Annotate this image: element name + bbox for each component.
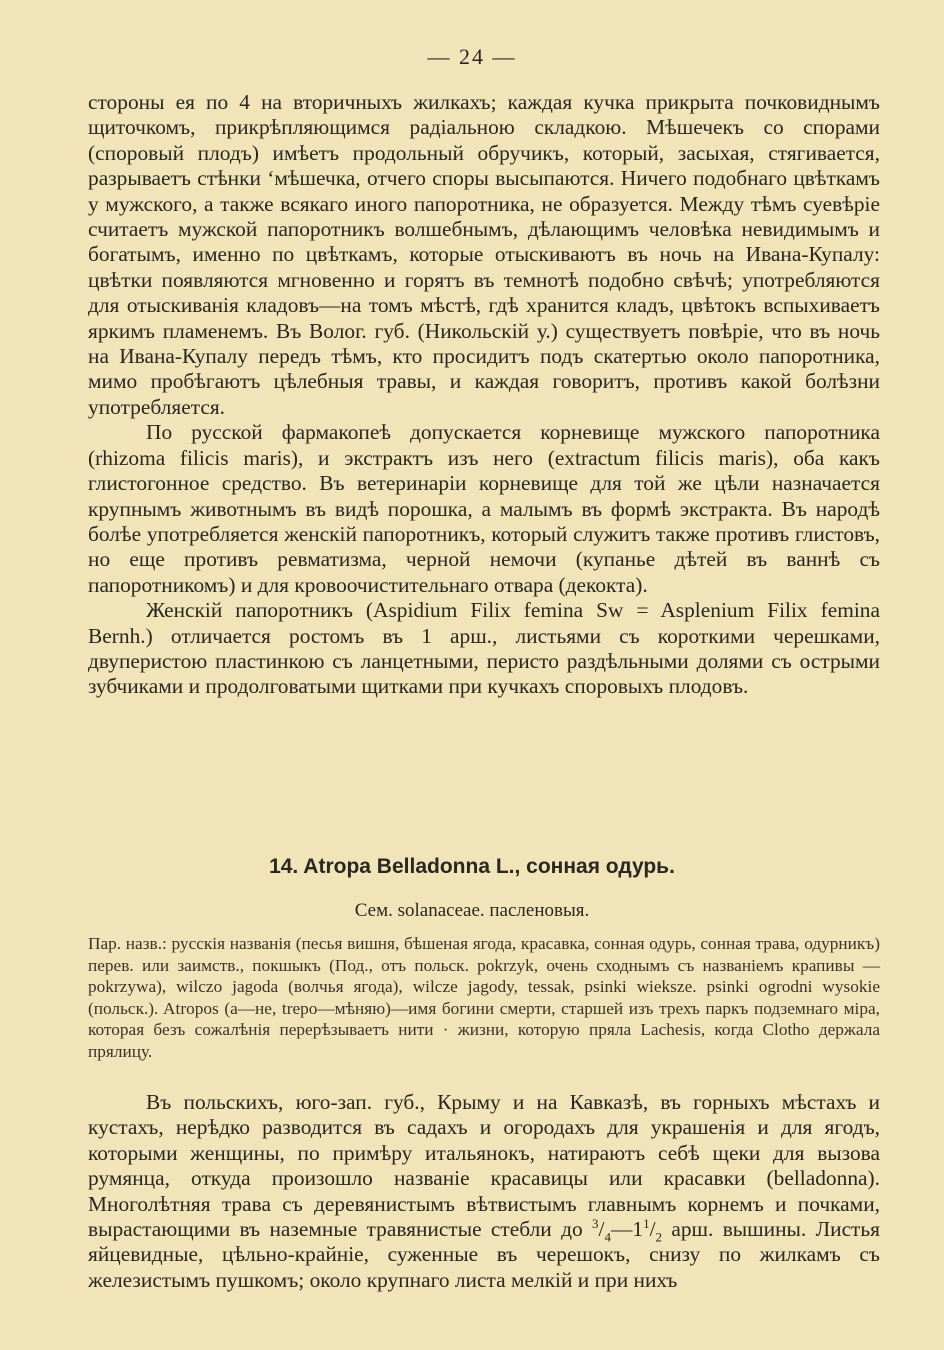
paragraph-pharmacopoeia: По русской фармакопеѣ допускается корневище мужского папоротника (rhizoma filicis maris), и экстрактъ изъ него (extractum filicis maris), оба какъ глистогонное средство. Въ ветеринарiи корневище для той же цѣли назначается крупнымъ животнымъ въ видѣ порошка, а малымъ въ формѣ экстракта. Въ народѣ болѣе употребляется женскiй папоротникъ, который служитъ также противъ глистовъ, но еще противъ ревматизма, черной немочи (купанье дѣтей въ ваннѣ съ папоротникомъ) и для кровоочистительнаго отвара (декокта). <box>88 420 880 597</box>
body-text-top <box>88 90 880 700</box>
range-dash: —1 <box>610 1217 644 1242</box>
family-subheading: Сем. solanaceae. пасленовыя. <box>354 900 590 921</box>
description-text-start: Въ польскихъ, юго-зап. губ., Крыму и на Кавказѣ, въ горныхъ мѣстахъ и кустахъ, нерѣдко разводится въ садахъ и огородахъ для украшенiя и для ягодъ, которыми женщины, по примѣру итальянокъ, натираютъ себѣ щеки для вызова румянца, откуда произошло названiе красавицы или красавки (belladonna). Многолѣтняя трава съ деревянистымъ вѣтвистымъ главнымъ корнемъ и почками, вырастающими въ наземные травянистые стебли до <box>88 1090 880 1242</box>
fraction-numerator: 3 <box>592 1215 599 1231</box>
fraction2-denominator: 2 <box>655 1229 663 1245</box>
paragraph-fern-folklore: стороны ея по 4 на вторичныхъ жилкахъ; каждая кучка прикрыта почковиднымъ щиточкомъ, прикрѣпляющимся радiальною складкою. Мѣшечекъ со спорами (споровый плодъ) имѣетъ продольный обручикъ, который, засыхая, стягивается, разрываетъ стѣнки ‘мѣшечка, отчего споры высыпаются. Ничего подобнаго цвѣткамъ у мужского, а также всякаго иного папоротника, не образуется. Между тѣмъ суевѣрiе считаетъ мужской папоротникъ волшебнымъ, дѣлающимъ человѣка невидимымъ и богатымъ, именно по цвѣткамъ, которые отыскиваютъ въ ночь на Ивана-Купалу: цвѣтки появляются мгновенно и горятъ въ темнотѣ подобно свѣчѣ; употребляются для отыскиванiя кладовъ—на томъ мѣстѣ, гдѣ хранится кладъ, цвѣтокъ вспыхиваетъ яркимъ пламенемъ. Въ Волог. губ. (Никольскiй у.) существуетъ повѣрiе, что въ ночь на Ивана-Купалу передъ тѣмъ, кто просидитъ подъ скатертью около папоротника, мимо пробѣгаютъ цѣлебныя травы, и каждая говоритъ, противъ какой болѣзни употребляется. <box>88 90 880 419</box>
section-heading: 14. Atropa Belladonna L., сонная одурь. <box>269 855 675 878</box>
description-text-end: арш. вышины. Листья яйцевидные, цѣльно-крайнiе, суженные въ черешокъ, снизу по жилкамъ съ железистымъ пушкомъ; около крупнаго листа мелкiй и при нихъ <box>88 1217 880 1292</box>
paragraph-lady-fern: Женскiй папоротникъ (Aspidium Filix femina Sw = Asplenium Filix femina Bernh.) отличается ростомъ въ 1 арш., листьями съ короткими черешками, двуперистою пластинкою съ ланцетными, перисто раздѣльными долями съ острыми зубчиками и продолговатыми щитками при кучкахъ споровыхъ плодовъ. <box>88 598 880 699</box>
page-number: — 24 — <box>427 44 517 69</box>
fraction2-numerator: 1 <box>643 1215 650 1231</box>
body-text-bottom <box>88 1090 880 1293</box>
paragraph-belladonna-description: Въ польскихъ, юго-зап. губ., Крыму и на Кавказѣ, въ горныхъ мѣстахъ и кустахъ, нерѣдко разводится въ садахъ и огородахъ для украшенiя и для ягодъ, которыми женщины, по примѣру итальянокъ, натираютъ себѣ щеки для вызова румянца, откуда произошло названiе красавицы или красавки (belladonna). Многолѣтняя трава съ деревянистымъ вѣтвистымъ главнымъ корнемъ и почками, вырастающими въ наземные травянистые стебли до $^3/_4—1^1/_2$ арш. вышины. Листья яйцевидные, цѣльно-крайнiе, суженные въ черешокъ, снизу по жилкамъ съ железистымъ пушкомъ; около крупнаго листа мелкiй и при нихъ <box>88 1090 880 1292</box>
vernacular-names-paragraph: Пар. назв.: русскiя названiя (песья вишня, бѣшеная ягода, красавка, сонная одурь, сонная трава, одурникъ) перев. или заимств., покшыкъ (Под., отъ польск. pokrzyk, очень сходнымъ съ названiемъ крапивы — pokrzywa), wilczo jagoda (волчья ягода), wilcze jagody, tessak, psinki wieksze. psinki ogrodni wysokie (польск.). Atropos (а—не, trepo—мѣняю)—имя богини смерти, старшей изъ трехъ паркъ подземнаго мiра, которая безъ сожалѣнiя перерѣзываетъ нити · жизни, которую пряла Lachesis, когда Clotho держала прялицу. <box>88 934 880 1061</box>
fraction-denominator: 4 <box>604 1229 611 1245</box>
